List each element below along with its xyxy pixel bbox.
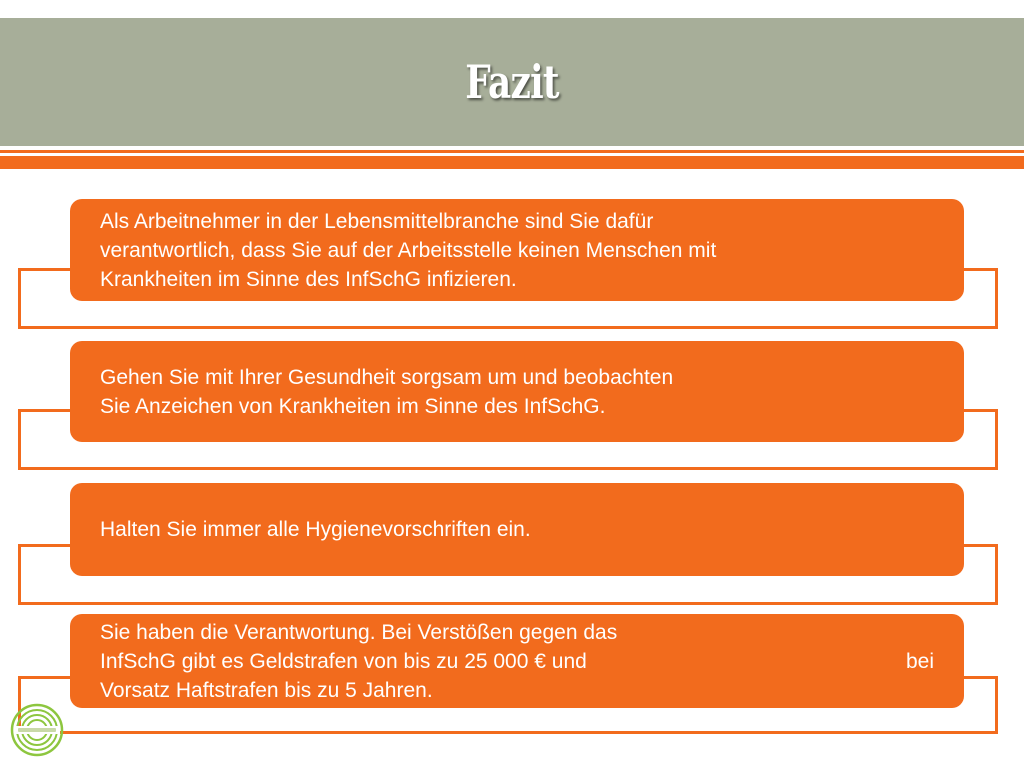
point-box-3 <box>70 483 964 576</box>
point-box-1 <box>70 199 964 301</box>
point-1-line-1: Als Arbeitnehmer in der Lebensmittelbranche sind Sie dafür <box>100 209 654 233</box>
point-4-line-2-right: bei <box>905 649 934 673</box>
point-text-2 <box>100 363 934 421</box>
point-2-line-1: Gehen Sie mit Ihrer Gesundheit sorgsam um und beobachten <box>100 365 674 389</box>
point-1-line-2: verantwortlich, dass Sie auf der Arbeitsstelle keinen Menschen mit <box>100 238 717 262</box>
point-box-4 <box>70 614 964 708</box>
point-text-3 <box>100 515 934 544</box>
accent-stripe-thick <box>0 156 1024 169</box>
point-1-line-3: Krankheiten im Sinne des InfSchG infizieren. <box>100 267 517 291</box>
point-4-line-2-left: InfSchG gibt es Geldstrafen von bis zu 25 000 € und <box>100 649 587 673</box>
point-4-line-3: Vorsatz Haftstrafen bis zu 5 Jahren. <box>100 678 433 702</box>
point-text-4 <box>100 618 934 705</box>
point-box-2 <box>70 341 964 442</box>
slide-title: Fazit <box>465 55 559 109</box>
point-text-1 <box>100 207 934 294</box>
point-4-line-1: Sie haben die Verantwortung. Bei Verstößen gegen das <box>100 620 618 644</box>
point-4-line-2 <box>100 647 934 676</box>
point-3-line-1: Halten Sie immer alle Hygienevorschriften ein. <box>100 518 531 541</box>
point-2-line-2: Sie Anzeichen von Krankheiten im Sinne des InfSchG. <box>100 394 606 418</box>
accent-stripe-thin <box>0 150 1024 153</box>
circular-logo-icon <box>10 703 64 757</box>
